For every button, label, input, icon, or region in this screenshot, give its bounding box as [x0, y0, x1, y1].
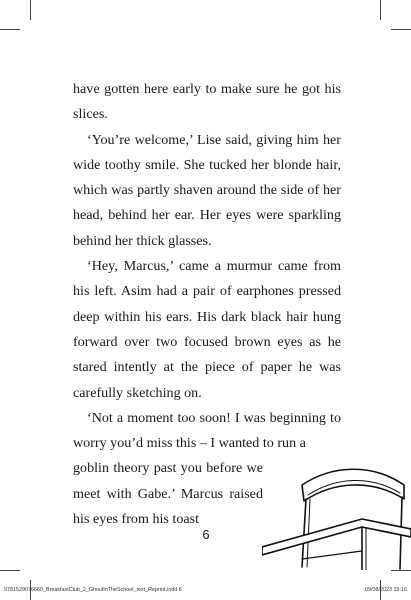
- paragraph: goblin theory past you before we meet with Gabe.’ Marcus raised his eyes from his toast: [73, 460, 263, 528]
- paragraph: ‘You’re welcome,’ Lise said, giving him her wide toothy smile. She tucked her blonde hair, which was partly shaven around the side of her head, behind her ear. Her eyes were sparkling behind her thick glasses.: [73, 131, 341, 249]
- page-number: 6: [202, 527, 210, 542]
- crop-mark-bottom-right-h: [391, 570, 411, 571]
- paragraph: ‘Hey, Marcus,’ came a murmur came from his left. Asim had a pair of earphones pressed deep within his ears. His dark black hair hung forward over two focused brown eyes as he stared intently at the piece of paper he was carefully sketching on.: [73, 258, 341, 401]
- desk-chair-illustration: [262, 455, 411, 570]
- paragraph: ‘Not a moment too soon! I was beginning to worry you’d miss this – I wanted to run a: [73, 409, 341, 452]
- crop-mark-top-left: [30, 0, 31, 20]
- paragraph: have gotten here early to make sure he got his slices.: [73, 81, 341, 123]
- file-slug: 9781529076660_BreakfastClub_2_GhoulInTheSchool_text_Reprint.indd 6: [4, 587, 182, 593]
- crop-mark-top-left-h: [0, 29, 20, 30]
- timestamp-slug: 09/08/2023 15:16: [365, 587, 407, 593]
- chair-drawing: [262, 469, 411, 570]
- crop-mark-bottom-left-h: [0, 570, 20, 571]
- crop-mark-top-right-h: [391, 29, 411, 30]
- crop-mark-top-right: [380, 0, 381, 20]
